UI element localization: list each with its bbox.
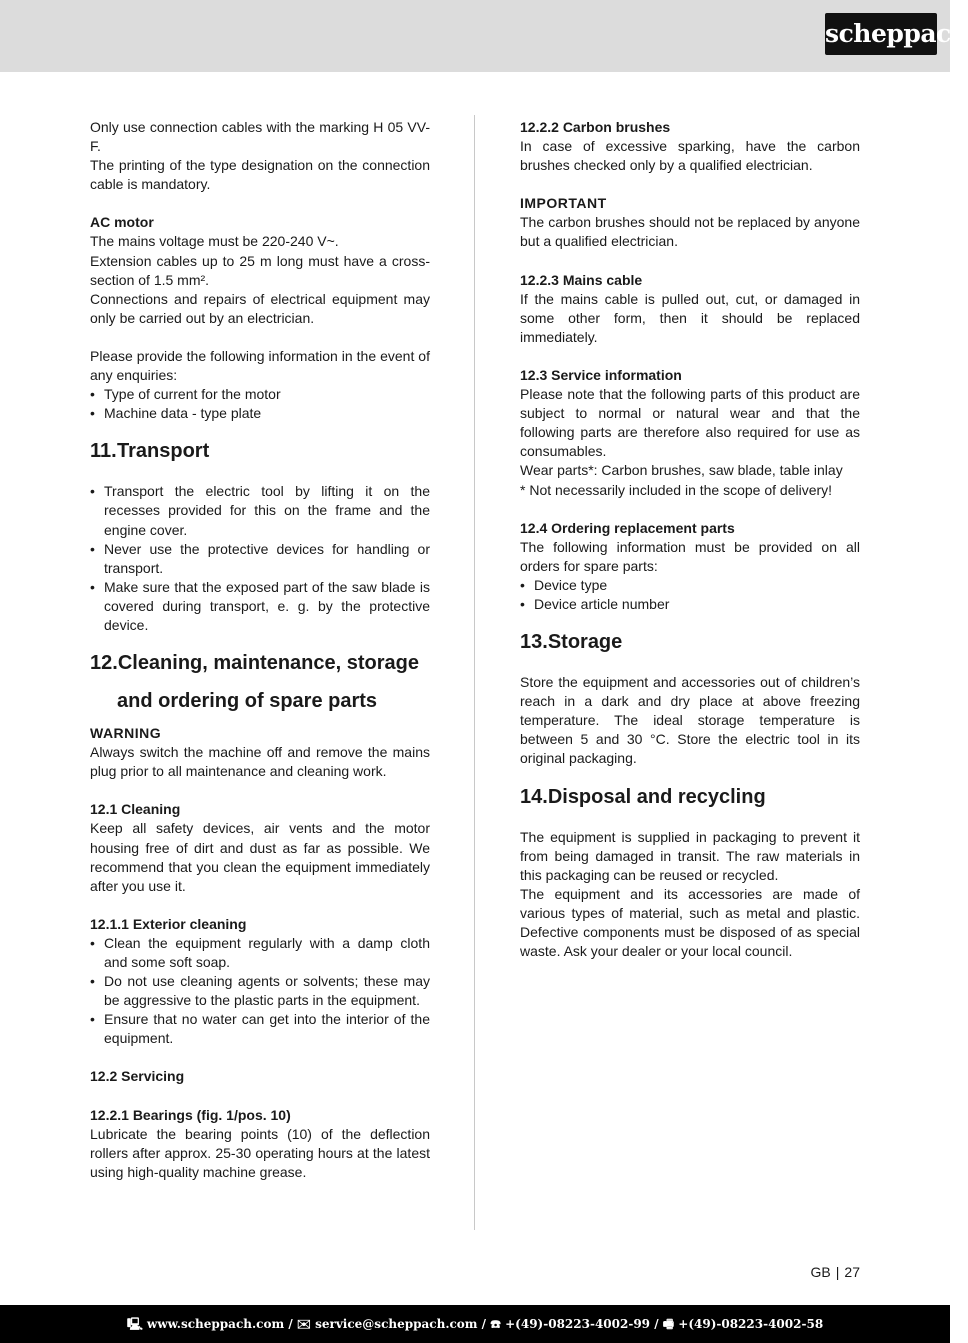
ordering-parts-list bbox=[520, 576, 860, 614]
scheppach-logo: scheppach bbox=[825, 13, 937, 55]
section-11-heading: 11.Transport bbox=[90, 440, 210, 463]
cable-marking-text: Only use connection cables with the marking H 05 VV-F. bbox=[90, 119, 430, 155]
important-text: The carbon brushes should not be replaced by anyone but a qualified electrician. bbox=[520, 214, 860, 250]
carbon-brushes-heading: 12.2.2 Carbon brushes bbox=[520, 119, 671, 135]
section-13-heading: 13.Storage bbox=[520, 631, 623, 654]
warning-text: Always switch the machine off and remove the mains plug prior to all maintenance and cleaning work. bbox=[90, 744, 430, 780]
column-divider bbox=[474, 115, 475, 1230]
language-code: GB bbox=[810, 1264, 831, 1280]
mains-cable-text: If the mains cable is pulled out, cut, or damaged in some other form, then it should be replaced immediately. bbox=[520, 290, 860, 345]
list-item: • Make sure that the exposed part of the saw blade is covered during transport, e. g. by the protective device. bbox=[90, 578, 430, 635]
list-item: • Device article number bbox=[520, 595, 860, 614]
right-column bbox=[520, 118, 860, 961]
list-item: • Do not use cleaning agents or solvents; these may be aggressive to the plastic parts in the equipment. bbox=[90, 972, 430, 1010]
cleaning-text: Keep all safety devices, air vents and the motor housing free of dirt and dust as far as possible. We recommend that you clean the equipment immediately after you use it. bbox=[90, 820, 430, 894]
carbon-brushes-text: In case of excessive sparking, have the carbon brushes checked only by a qualified electrician. bbox=[520, 138, 860, 174]
list-item: • Device type bbox=[520, 576, 860, 595]
delivery-note: * Not necessarily included in the scope of delivery! bbox=[520, 481, 833, 498]
service-information-text: Please note that the following parts of this product are subject to normal or natural wear and that the following parts are therefore also required for use as consumables. bbox=[520, 386, 860, 460]
list-item: • Machine data - type plate bbox=[90, 404, 430, 423]
enquiry-text: Please provide the following information in the event of any enquiries: bbox=[90, 347, 430, 384]
cleaning-heading: 12.1 Cleaning bbox=[90, 801, 181, 818]
warning-label: WARNING bbox=[90, 725, 162, 742]
section-12-heading: 12.Cleaning, maintenance, storage bbox=[90, 652, 420, 675]
ac-motor-heading: AC motor bbox=[90, 214, 154, 231]
section-12-heading-line2: and ordering of spare parts bbox=[117, 690, 378, 713]
enquiry-list bbox=[90, 385, 430, 423]
list-item: • Transport the electric tool by lifting it on the recesses provided for this on the frame and the engine cover. bbox=[90, 482, 430, 539]
exterior-cleaning-list bbox=[90, 934, 430, 1049]
footer-contact-text: 🖳 www.scheppach.com / ✉ service@scheppach.com / ☎ +(49)-08223-4002-99 / 🖷 +(49)-08223-4002-58 bbox=[126, 1317, 824, 1331]
bearings-text: Lubricate the bearing points (10) of the deflection rollers after approx. 25-30 operating hours at the latest using high-quality machine grease. bbox=[90, 1125, 430, 1180]
section-14-heading: 14.Disposal and recycling bbox=[520, 785, 766, 808]
servicing-heading: 12.2 Servicing bbox=[90, 1068, 185, 1085]
page-number: GB | 27 bbox=[810, 1264, 860, 1280]
wear-parts-text: Wear parts*: Carbon brushes, saw blade, table inlay bbox=[520, 462, 843, 479]
page-number-value: 27 bbox=[844, 1264, 860, 1280]
list-item: • Clean the equipment regularly with a damp cloth and some soft soap. bbox=[90, 934, 430, 972]
list-item: • Ensure that no water can get into the interior of the equipment. bbox=[90, 1010, 430, 1048]
extension-cable-text: Extension cables up to 25 m long must have a cross-section of 1.5 mm². bbox=[90, 252, 430, 288]
left-column bbox=[90, 118, 430, 1182]
disposal-text-2: The equipment and its accessories are made of various types of material, such as metal and plastic. Defective components must be disposed of as special waste. Ask your dealer or your local council. bbox=[520, 885, 860, 960]
footer-contact-bar bbox=[0, 1305, 950, 1343]
important-label: IMPORTANT bbox=[520, 195, 607, 212]
mains-voltage-text: The mains voltage must be 220-240 V~. bbox=[90, 233, 339, 250]
cable-printing-text: The printing of the type designation on the connection cable is mandatory. bbox=[90, 157, 430, 193]
list-item: • Never use the protective devices for handling or transport. bbox=[90, 540, 430, 578]
ordering-parts-text: The following information must be provided on all orders for spare parts: bbox=[520, 538, 860, 574]
transport-list bbox=[90, 482, 430, 635]
service-information-heading: 12.3 Service information bbox=[520, 366, 682, 383]
mains-cable-heading: 12.2.3 Mains cable bbox=[520, 271, 643, 288]
ordering-parts-heading: 12.4 Ordering replacement parts bbox=[520, 519, 735, 536]
exterior-cleaning-heading: 12.1.1 Exterior cleaning bbox=[90, 915, 247, 932]
electrician-text: Connections and repairs of electrical equipment may only be carried out by an electrician. bbox=[90, 290, 430, 326]
bearings-heading: 12.2.1 Bearings (fig. 1/pos. 10) bbox=[90, 1106, 291, 1123]
disposal-text: The equipment is supplied in packaging to prevent it from being damaged in transit. The raw materials in this packaging can be reused or recycled. bbox=[520, 828, 860, 883]
storage-text: Store the equipment and accessories out of children’s reach in a dark and dry place at above freezing temperature. The ideal storage temperature is between 5 and 30 °C. Store the electric tool in its original packaging. bbox=[520, 674, 860, 767]
header-bar bbox=[0, 0, 968, 72]
list-item: • Type of current for the motor bbox=[90, 385, 430, 404]
